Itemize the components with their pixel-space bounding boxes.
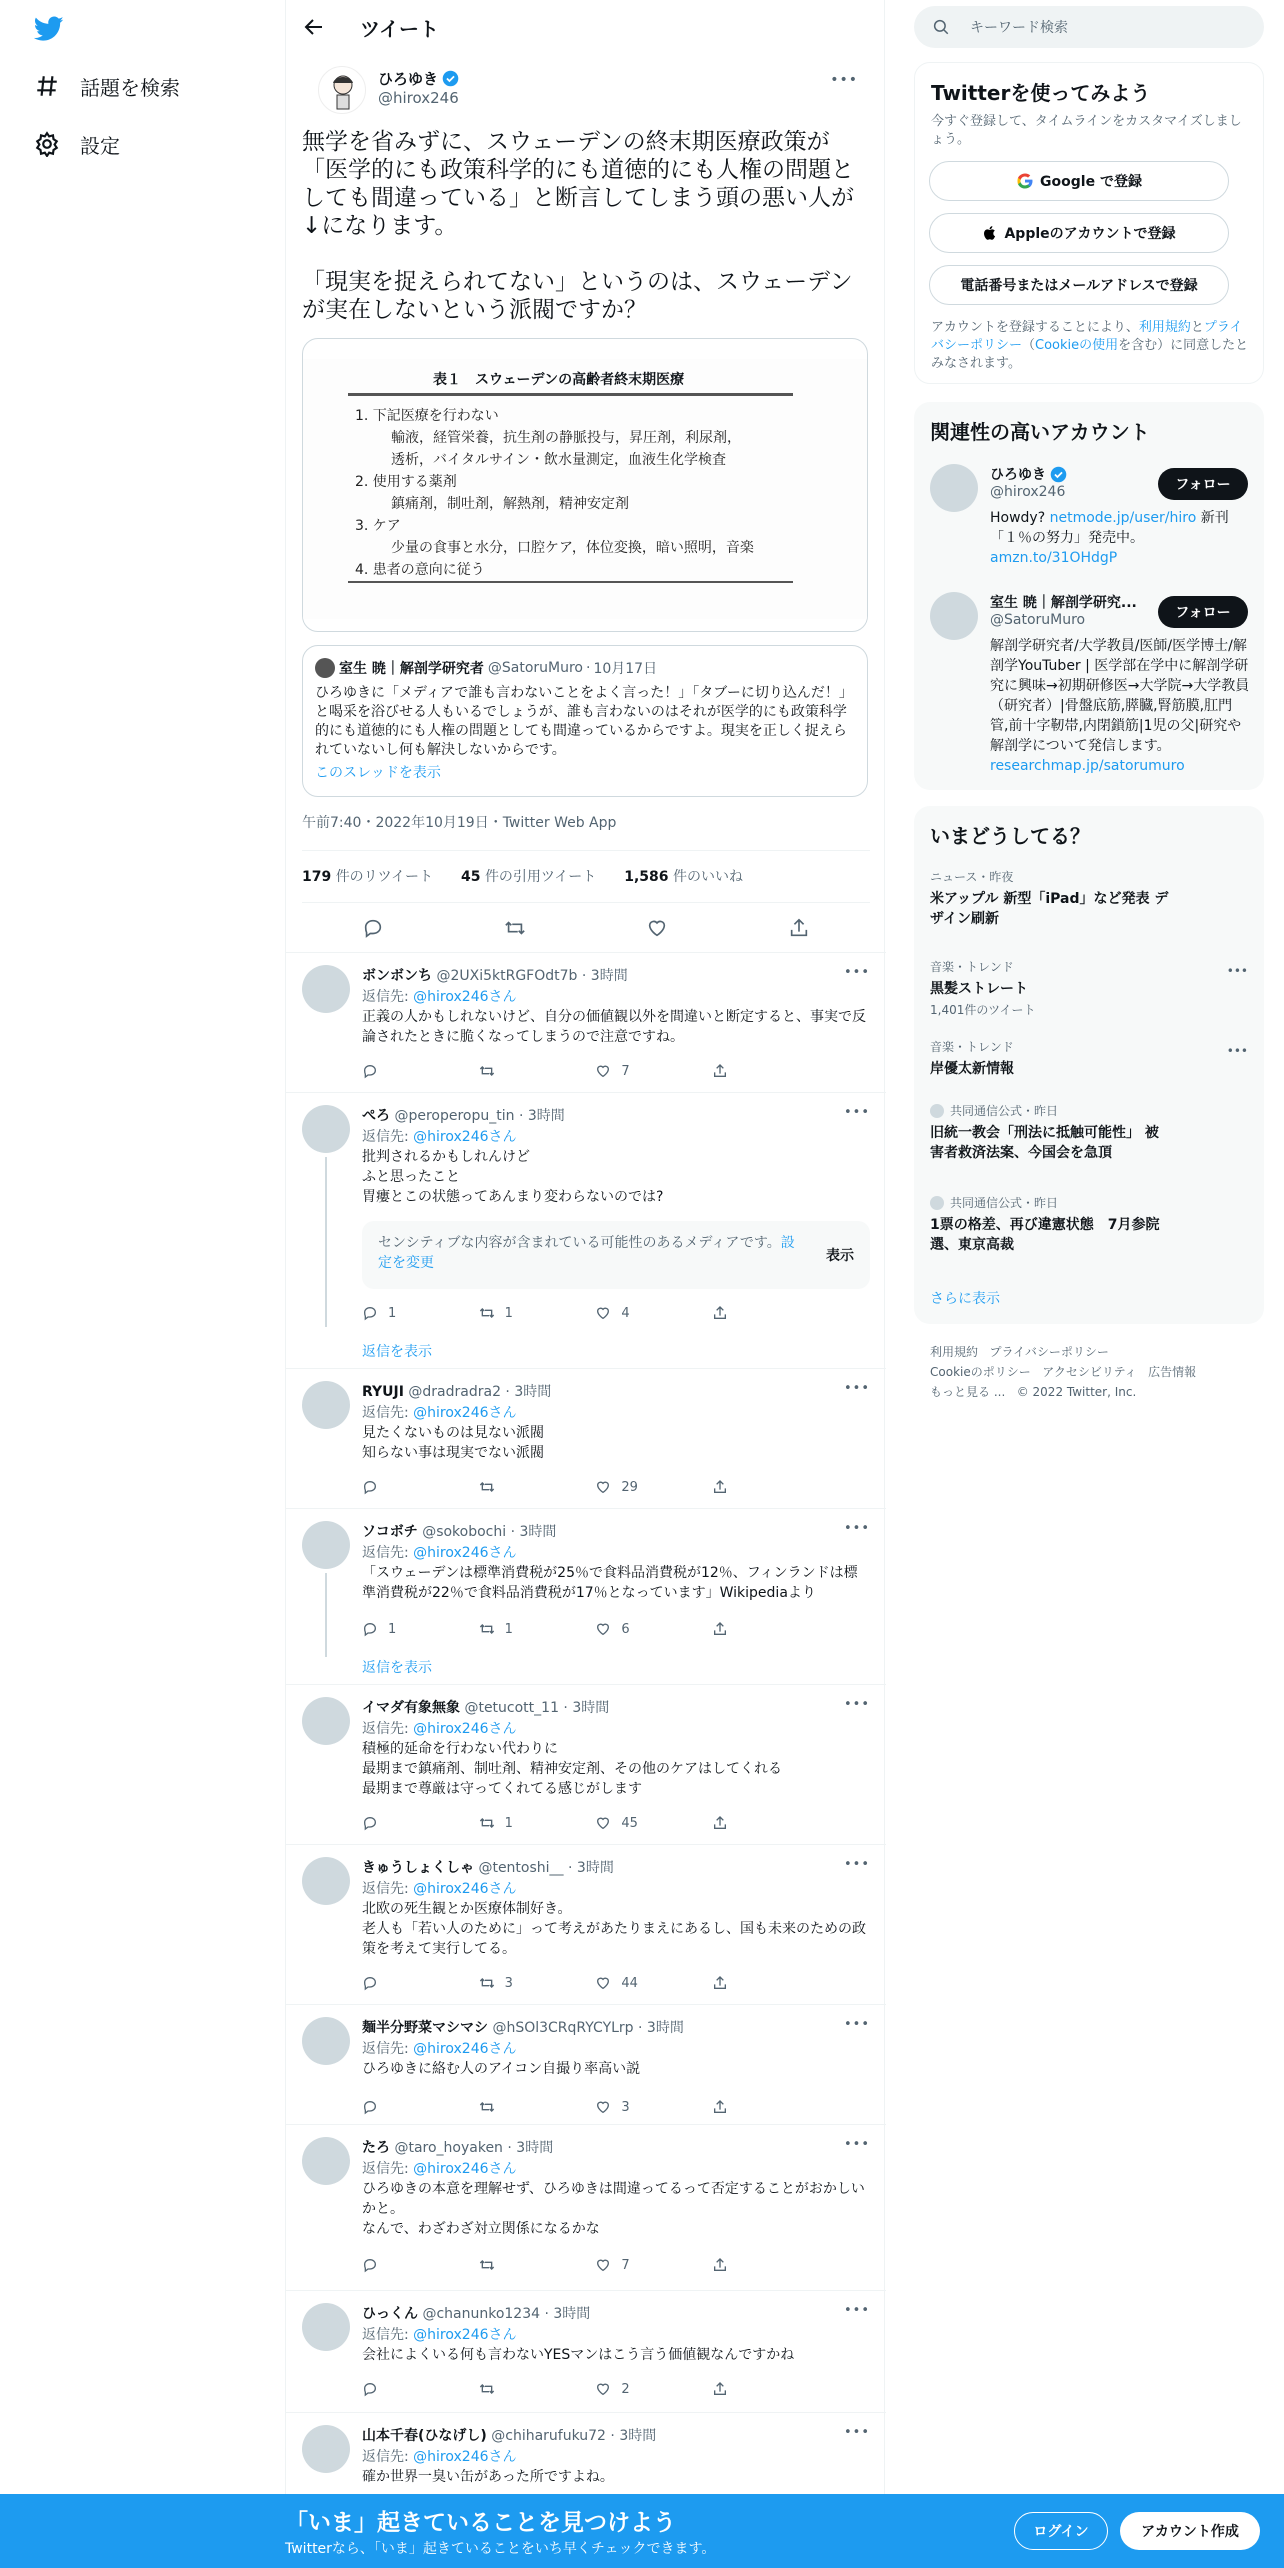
heart-icon <box>595 1975 611 1991</box>
footer-copyright: © 2022 Twitter, Inc. <box>1016 1385 1137 1399</box>
trend-item[interactable]: 音楽・トレンド 岸優太新情報 ••• <box>930 1040 1248 1077</box>
more-options-icon[interactable]: ••• <box>843 1381 870 1396</box>
share-button[interactable] <box>712 1303 792 1323</box>
google-icon <box>1016 172 1034 190</box>
dot-separator: · <box>586 660 591 676</box>
footer-ads[interactable]: 広告情報 <box>1148 1365 1197 1379</box>
quote-author-name: 室生 暁｜解剖学研究者 <box>339 661 484 677</box>
reply-button[interactable]: 1 <box>362 1303 442 1323</box>
retweet-icon <box>479 2257 495 2273</box>
share-icon <box>712 1479 728 1495</box>
share-button[interactable] <box>712 1061 792 1081</box>
reply-button[interactable]: 1 <box>362 1619 442 1639</box>
retweet-icon <box>479 1975 495 1991</box>
quoted-tweet[interactable] <box>302 645 868 797</box>
footer-accessibility[interactable]: アクセシビリティ <box>1042 1365 1137 1379</box>
reply-tweet[interactable] <box>286 2004 886 2124</box>
tweet-stats <box>302 866 743 886</box>
reply-text: ひろゆきに絡む人のアイコン自撮り率高い説 <box>362 2061 641 2077</box>
trend-item[interactable]: ニュース・昨夜 米アップル 新型「iPad」など発表 デザイン刷新 <box>930 870 1169 927</box>
reply-actions <box>362 1813 792 1833</box>
more-options-icon[interactable]: ••• <box>843 2425 870 2440</box>
reply-header: イマダ有象無象 @tetucott_11 · 3時間 <box>362 1700 610 1716</box>
retweet-icon[interactable] <box>504 917 526 939</box>
nav-settings[interactable] <box>34 124 120 164</box>
retweet-button[interactable]: 1 <box>479 1813 559 1833</box>
follow-button[interactable]: フォロー <box>1158 468 1248 500</box>
reply-tweet[interactable] <box>286 1508 886 1684</box>
main-tweet <box>286 54 886 114</box>
reply-button[interactable] <box>362 1973 442 1993</box>
table-image <box>303 359 868 619</box>
reply-to: 返信先: @hirox246さん <box>362 2041 517 2057</box>
more-options-icon[interactable]: ••• <box>843 2137 870 2152</box>
retweet-icon <box>479 2099 495 2115</box>
more-options-icon[interactable]: ••• <box>1226 964 1248 978</box>
retweet-button[interactable]: 1 <box>479 1303 559 1323</box>
table-row: 1. 下記医療を行わない <box>355 408 499 424</box>
reply-button[interactable] <box>362 1813 442 1833</box>
reply-to: 返信先: @hirox246さん <box>362 1545 517 1561</box>
footer-cookie[interactable]: Cookieのポリシー <box>930 1365 1031 1379</box>
reply-icon <box>362 1975 378 1991</box>
reply-text: 批判されるかもしれんけど ふと思ったこと 胃瘻とこの状態ってあんまり変わらないのでは? <box>362 1149 664 1205</box>
search-input[interactable]: キーワード検索 <box>970 20 1068 36</box>
reply-text: 会社によくいる何も言わないYESマンはこう言う価値観なんですかね <box>362 2347 795 2363</box>
heart-icon <box>595 1063 611 1079</box>
retweet-button[interactable]: 1 <box>479 1619 559 1639</box>
more-options-icon[interactable]: ••• <box>1226 1044 1248 1058</box>
table-row: 2. 使用する薬剤 <box>355 474 457 490</box>
thread-line <box>325 1157 327 1327</box>
heart-icon <box>595 2099 611 2115</box>
reply-header: 麺半分野菜マシマシ @hSOl3CRqRYCYLrp · 3時間 <box>362 2020 684 2036</box>
avatar[interactable] <box>302 2137 350 2185</box>
footer-privacy[interactable]: プライバシーポリシー <box>989 1345 1109 1359</box>
reply-button[interactable] <box>362 1061 442 1081</box>
like-button[interactable]: 6 <box>595 1619 675 1639</box>
tweet-actions <box>302 912 870 944</box>
heart-icon <box>595 1815 611 1831</box>
like-button[interactable]: 7 <box>595 2255 675 2275</box>
reply-actions <box>362 1061 792 1081</box>
account-name[interactable]: 室生 暁｜解剖学研究... <box>990 595 1137 611</box>
reply-button[interactable] <box>362 1477 442 1497</box>
retweet-button[interactable] <box>479 2097 559 2117</box>
reply-to: 返信先: @hirox246さん <box>362 989 517 1005</box>
retweet-button[interactable] <box>479 1477 559 1497</box>
reply-icon <box>362 1305 378 1321</box>
trends-card <box>914 806 1264 1324</box>
avatar <box>930 1104 944 1118</box>
bottom-bar-subtitle: Twitterなら、「いま」起きていることをいち早くチェックできます。 <box>285 2541 716 2557</box>
reply-to: 返信先: @hirox246さん <box>362 1405 517 1421</box>
main-column <box>285 0 885 2568</box>
table-top-rule <box>348 393 793 396</box>
reply-button[interactable] <box>362 2097 442 2117</box>
reply-to: 返信先: @hirox246さん <box>362 1721 517 1737</box>
author-name-text: ひろゆき <box>378 70 439 88</box>
reply-text: 確か世界一臭い缶があった所ですよね。 <box>362 2469 614 2485</box>
retweet-button[interactable]: 3 <box>479 1973 559 1993</box>
share-icon[interactable] <box>788 917 810 939</box>
reply-icon <box>362 1063 378 1079</box>
table-row: 鎮痛剤，制吐剤，解熱剤，精神安定剤 <box>391 496 629 512</box>
show-thread-link[interactable]: このスレッドを表示 <box>315 765 441 781</box>
avatar[interactable] <box>930 464 978 512</box>
sensitive-media-warning <box>362 1221 870 1289</box>
terms-link[interactable]: 利用規約 <box>1138 320 1191 335</box>
apple-signup-button[interactable]: Appleのアカウントで登録 <box>929 213 1229 253</box>
reply-tweet[interactable] <box>286 2290 886 2412</box>
divider <box>302 902 870 903</box>
search-bar[interactable] <box>914 6 1264 48</box>
privacy-link[interactable]: プライバシーポリシー <box>931 320 1243 353</box>
reply-text: ひろゆきの本意を理解せず、ひろゆきは間違ってるって否定することがおかしいかと。 なんで、わざわざ対立関係になるかな <box>362 2181 865 2237</box>
heart-icon[interactable] <box>646 917 668 939</box>
bottom-signup-bar <box>0 2494 1284 2568</box>
related-accounts-card <box>914 402 1264 790</box>
reply-button[interactable] <box>362 2379 442 2399</box>
trends-title: いまどうしてる？ <box>930 824 1090 848</box>
share-button[interactable] <box>712 2255 792 2275</box>
heart-icon <box>595 1305 611 1321</box>
heart-icon <box>595 2257 611 2273</box>
related-title: 関連性の高いアカウント <box>930 420 1150 444</box>
verified-badge-icon <box>442 70 459 87</box>
more-options-icon[interactable]: ••• <box>843 1697 870 1712</box>
back-arrow-icon[interactable] <box>302 15 326 39</box>
left-navigation <box>0 0 285 2568</box>
show-replies-link[interactable]: 返信を表示 <box>362 1344 432 1360</box>
share-icon <box>712 1305 728 1321</box>
table-row: 少量の食事と水分，口腔ケア，体位変換，暗い照明，音楽 <box>391 540 754 556</box>
retweet-button[interactable] <box>479 2379 559 2399</box>
share-button[interactable] <box>712 1477 792 1497</box>
like-count[interactable]: 1,586 件のいいね <box>624 869 743 885</box>
reply-text: 「スウェーデンは標準消費税が25％で食料品消費税が12％、フィンランドは標準消費税が22％で食料品消費税が17％となっています」Wikipediaより <box>362 1565 858 1601</box>
share-button[interactable] <box>712 2379 792 2399</box>
share-icon <box>712 2257 728 2273</box>
avatar[interactable] <box>302 1105 350 1153</box>
more-options-icon[interactable]: ••• <box>843 2303 870 2318</box>
like-button[interactable]: 4 <box>595 1303 675 1323</box>
trend-item[interactable]: 共同通信公式・昨日 1票の格差、再び違憲状態 7月参院選、東京高裁 <box>930 1196 1160 1253</box>
share-button[interactable] <box>712 1619 792 1639</box>
table-row: 3. ケア <box>355 518 401 534</box>
share-button[interactable] <box>712 1813 792 1833</box>
table-bottom-rule <box>348 581 793 583</box>
heart-icon <box>595 1621 611 1637</box>
retweet-icon <box>479 1621 495 1637</box>
reply-to: 返信先: @hirox246さん <box>362 1881 517 1897</box>
reply-header: きゅうしょくしゃ @tentoshi__ · 3時間 <box>362 1860 614 1876</box>
reply-tweet[interactable] <box>286 1368 886 1508</box>
signup-card <box>914 62 1264 384</box>
table-row: 透析，バイタルサイン・飲水量測定，血液生化学検査 <box>391 452 727 468</box>
quote-text: ひろゆきに「メディアで誰も言わないことをよく言った！」「タブーに切り込んだ！」と喝采を浴びせる人もいるでしょうが、誰も言わないのはそれが医学的にも政策科学的にも道徳的にも人権の問題としても間違っているからですよ。現実を正しく捉えられていないし何も解決しないからです。 <box>315 685 853 758</box>
account-bio: Howdy? netmode.jp/user/hiro 新刊「１％の努力」発売中。amzn.to/31OHdgP <box>990 510 1229 566</box>
reply-to: 返信先: @hirox246さん <box>362 1129 517 1145</box>
reply-icon <box>362 1621 378 1637</box>
reply-tweet[interactable] <box>286 1844 886 2004</box>
sensitive-warning-text: センシティブな内容が含まれている可能性のあるメディアです。設定を変更 <box>378 1235 795 1271</box>
apple-icon <box>982 224 998 242</box>
avatar[interactable] <box>302 2303 350 2351</box>
quote-author-handle: @SatoruMuro <box>487 660 583 676</box>
reply-actions <box>362 2379 792 2399</box>
signup-title: Twitterを使ってみよう <box>931 81 1151 105</box>
like-button[interactable]: 7 <box>595 1061 675 1081</box>
bottom-bar-title: 「いま」起きていることを見つけよう <box>285 2510 676 2536</box>
gear-icon <box>34 131 60 157</box>
reply-header: ボンボンち @2UXi5ktRGFOdt7b · 3時間 <box>362 968 628 984</box>
quote-date: 10月17日 <box>593 661 658 677</box>
retweet-count[interactable]: 179 件のリツイート <box>302 869 433 885</box>
like-button[interactable]: 29 <box>595 1477 675 1497</box>
author-row <box>302 54 870 114</box>
reply-actions <box>362 1303 792 1323</box>
show-media-button[interactable]: 表示 <box>826 1248 854 1264</box>
avatar[interactable] <box>302 2017 350 2065</box>
thread-line <box>325 1573 327 1657</box>
follow-button[interactable]: フォロー <box>1158 596 1248 628</box>
reply-to: 返信先: @hirox246さん <box>362 2161 517 2177</box>
avatar[interactable] <box>302 1521 350 1569</box>
footer-more[interactable]: もっと見る ... <box>930 1385 1006 1399</box>
reply-text: 正義の人かもしれないけど、自分の価値観以外を間違いと断定すると、事実で反論されたときに脆くなってしまうので注意ですね。 <box>362 1009 866 1045</box>
table-row: 輸液，経管栄養，抗生剤の静脈投与，昇圧剤，利尿剤， <box>391 430 741 446</box>
account-handle: @SatoruMuro <box>990 612 1086 628</box>
trend-item[interactable]: 音楽・トレンド 黒髪ストレート 1,401件のツイート ••• <box>930 960 1248 1017</box>
quote-count[interactable]: 45 件の引用ツイート <box>461 869 597 885</box>
retweet-icon <box>479 2381 495 2397</box>
avatar[interactable] <box>302 1697 350 1745</box>
heart-icon <box>595 2381 611 2397</box>
divider <box>302 850 870 851</box>
google-signup-button[interactable]: Google で登録 <box>929 161 1229 201</box>
retweet-icon <box>479 1815 495 1831</box>
avatar[interactable] <box>302 1857 350 1905</box>
more-options-icon[interactable]: ••• <box>843 2017 870 2032</box>
retweet-icon <box>479 1305 495 1321</box>
bio-link[interactable]: researchmap.jp/satorumuro <box>990 758 1185 774</box>
table-row: 4. 患者の意向に従う <box>355 562 485 578</box>
share-icon <box>712 2381 728 2397</box>
like-button[interactable]: 2 <box>595 2379 675 2399</box>
author-name[interactable] <box>378 68 459 89</box>
more-options-icon[interactable]: ••• <box>843 1105 870 1120</box>
reply-icon <box>362 2257 378 2273</box>
reply-button[interactable] <box>362 2255 442 2275</box>
avatar[interactable] <box>930 592 978 640</box>
reply-to: 返信先: @hirox246さん <box>362 2449 517 2465</box>
bio-link[interactable]: netmode.jp/user/hiro <box>1049 510 1197 526</box>
account-handle: @hirox246 <box>990 484 1066 500</box>
author-handle[interactable]: @hirox246 <box>378 89 459 107</box>
reply-to: 返信先: @hirox246さん <box>362 2327 517 2343</box>
footer-terms[interactable]: 利用規約 <box>930 1345 979 1359</box>
create-account-button[interactable]: アカウント作成 <box>1120 2512 1260 2550</box>
reply-tweet[interactable] <box>286 2412 886 2494</box>
twitter-logo-icon[interactable] <box>34 16 64 42</box>
reply-tweet[interactable] <box>286 1092 886 1368</box>
retweet-icon <box>479 1479 495 1495</box>
reply-actions <box>362 1973 792 1993</box>
nav-settings-label: 設定 <box>80 133 120 158</box>
trend-item[interactable]: 共同通信公式・昨日 旧統一教会「刑法に抵触可能性」 被害者救済法案、今国会を急頂 <box>930 1104 1159 1161</box>
reply-text: 北欧の死生観とか医療体制好き。 老人も「若い人のために」って考えがあたりまえにあるし、国も未来のための政策を考えて実行してる。 <box>362 1901 866 1957</box>
share-icon <box>712 1063 728 1079</box>
table-title: 表１ スウェーデンの高齢者終末期医療 <box>433 372 685 388</box>
reply-tweet[interactable] <box>286 952 886 1092</box>
share-button[interactable] <box>712 1973 792 1993</box>
reply-icon <box>362 2099 378 2115</box>
share-button[interactable] <box>712 2097 792 2117</box>
more-options-icon[interactable]: ••• <box>843 1521 870 1536</box>
page-title: ツイート <box>360 16 439 41</box>
avatar[interactable] <box>302 965 350 1013</box>
reply-header: RYUJI @dradradra2 · 3時間 <box>362 1384 552 1400</box>
reply-actions <box>362 2255 792 2275</box>
cookie-link[interactable]: Cookieの使用 <box>1035 338 1119 353</box>
avatar <box>930 1196 944 1210</box>
reply-icon[interactable] <box>362 917 384 939</box>
account-bio: 解剖学研究者/大学教員/医師/医学博士/解剖学YouTuber | 医学部在学中に解剖学研究に興味→初期研修医→大学院→大学教員（研究者）|骨盤底筋,膵臓,腎筋膜,肛門管,前十字靭帯,内閉鎖筋|1児の父|研究や解剖学について発信します。researchmap.jp/satorumuro <box>990 638 1250 774</box>
retweet-button[interactable] <box>479 2255 559 2275</box>
avatar-illustration <box>319 67 366 114</box>
reply-actions <box>362 1619 792 1639</box>
reply-text: 積極的延命を行わない代わりに 最期まで鎮痛剤、制吐剤、精神安定剤、その他のケアはしてくれる 最期まで尊厳は守ってくれてる感じがします <box>362 1741 782 1797</box>
change-settings-link[interactable]: 設定を変更 <box>378 1235 795 1271</box>
avatar[interactable] <box>302 1381 350 1429</box>
quote-avatar <box>315 658 335 678</box>
bio-link[interactable]: amzn.to/31OHdgP <box>990 550 1118 566</box>
search-icon <box>932 18 950 36</box>
share-icon <box>712 1815 728 1831</box>
reply-header: たろ @taro_hoyaken · 3時間 <box>362 2140 554 2156</box>
heart-icon <box>595 1479 611 1495</box>
reply-header: ソコボチ @sokobochi · 3時間 <box>362 1524 557 1540</box>
reply-tweet[interactable] <box>286 2124 886 2290</box>
more-options-icon[interactable]: ••• <box>843 1857 870 1872</box>
verified-badge-icon <box>1050 466 1067 483</box>
reply-tweet[interactable] <box>286 1684 886 1844</box>
header <box>286 0 886 54</box>
signup-subtitle: 今すぐ登録して、タイムラインをカスタマイズしましょう。 <box>931 114 1242 147</box>
author-avatar[interactable] <box>318 66 366 114</box>
like-button[interactable]: 3 <box>595 2097 675 2117</box>
reply-icon <box>362 1479 378 1495</box>
account-name[interactable]: ひろゆき <box>990 464 1067 484</box>
tweet-media-image[interactable] <box>302 338 868 632</box>
login-button[interactable]: ログイン <box>1014 2512 1108 2550</box>
signup-legal-text: アカウントを登録することにより、利用規約とプライバシーポリシー（Cookieの使用を含む）に同意したとみなされます。 <box>931 320 1249 371</box>
reply-text: 見たくないものは見ない派閥 知らない事は現実でない派閥 <box>362 1425 544 1461</box>
footer-links <box>930 1342 1196 1402</box>
reply-header: ぺろ @peroperopu_tin · 3時間 <box>362 1108 565 1124</box>
more-options-icon[interactable]: ••• <box>843 965 870 980</box>
phone-email-signup-button[interactable]: 電話番号またはメールアドレスで登録 <box>929 265 1229 305</box>
share-icon <box>712 1975 728 1991</box>
reply-header: ひっくん @chanunko1234 · 3時間 <box>362 2306 591 2322</box>
share-icon <box>712 1621 728 1637</box>
reply-icon <box>362 1815 378 1831</box>
nav-explore[interactable] <box>34 66 180 106</box>
reply-icon <box>362 2381 378 2397</box>
retweet-button[interactable] <box>479 1061 559 1081</box>
show-replies-link[interactable]: 返信を表示 <box>362 1660 432 1676</box>
more-options-icon[interactable]: ••• <box>830 72 858 88</box>
avatar[interactable] <box>302 2425 350 2473</box>
quote-header <box>315 658 855 678</box>
reply-actions <box>362 1477 792 1497</box>
like-button[interactable]: 44 <box>595 1973 675 1993</box>
tweet-timestamp[interactable]: 午前7:40・2022年10月19日・Twitter Web App <box>302 815 617 831</box>
like-button[interactable]: 45 <box>595 1813 675 1833</box>
hashtag-icon <box>34 73 60 99</box>
retweet-icon <box>479 1063 495 1079</box>
reply-header: 山本千春(ひなげし) @chiharufuku72 · 3時間 <box>362 2428 657 2444</box>
share-icon <box>712 2099 728 2115</box>
reply-actions <box>362 2097 792 2117</box>
nav-explore-label: 話題を検索 <box>80 75 180 100</box>
tweet-text: 無学を省みずに、スウェーデンの終末期医療政策が「医学的にも政策科学的にも道徳的にも人権の問題としても間違っている」と断言してしまう頭の悪い人が↓になります。 「現実を捉えられてない」というのは、スウェーデンが実在しないという派閥ですか？ <box>302 129 854 323</box>
show-more-link[interactable]: さらに表示 <box>930 1291 1000 1307</box>
